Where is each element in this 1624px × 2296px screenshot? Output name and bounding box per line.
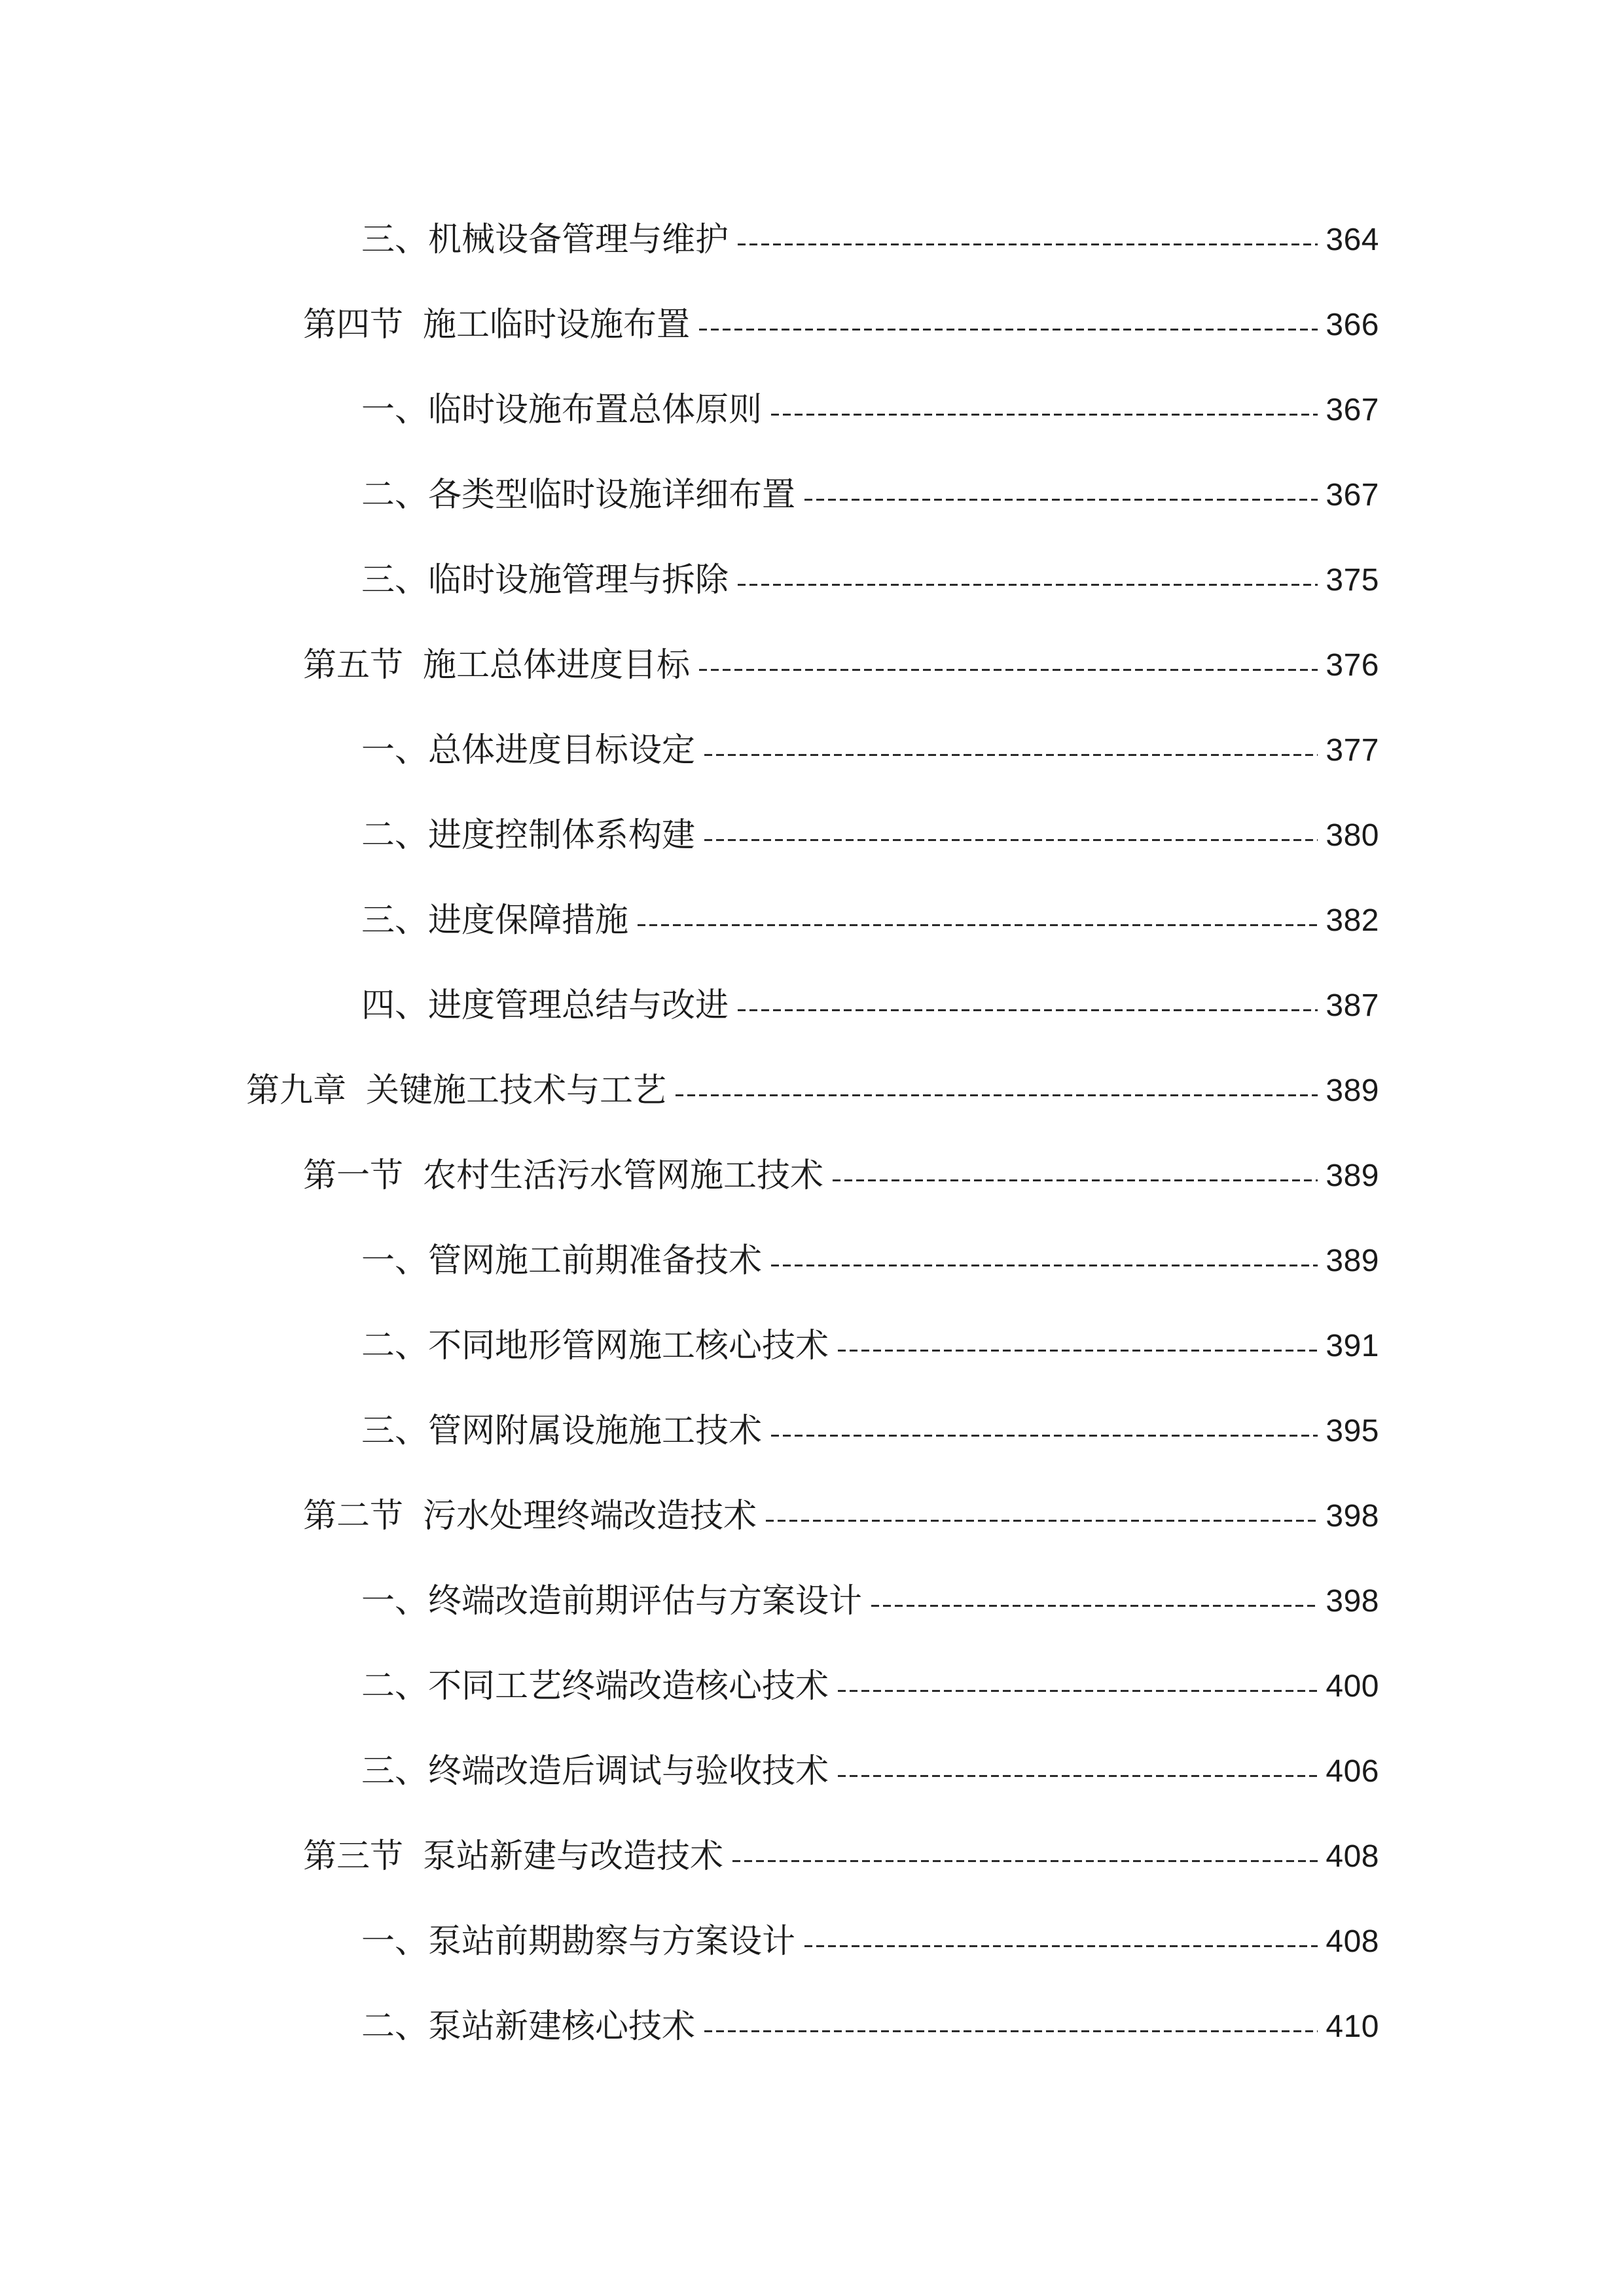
toc-entry[interactable] [361, 1909, 1379, 1975]
toc-entry-number: 一、 [361, 391, 429, 429]
toc-entry-number: 一、 [361, 1242, 429, 1280]
toc-entry[interactable] [361, 973, 1379, 1039]
toc-entry-page: 398 [1326, 1584, 1379, 1619]
dot-leader [804, 1945, 1318, 1947]
toc-entry-number: 四、 [361, 986, 429, 1025]
toc-entry-page: 367 [1326, 393, 1379, 427]
toc-entry-number: 三、 [361, 1752, 429, 1791]
dot-leader [699, 329, 1318, 331]
toc-entry[interactable] [361, 1314, 1379, 1379]
toc-entry-number: 三、 [361, 901, 429, 940]
toc-entry-number: 三、 [361, 1412, 429, 1450]
toc-entry-title: 泵站新建核心技术 [428, 2007, 696, 2046]
toc-entry-page: 389 [1326, 1073, 1379, 1108]
toc-entry-title: 进度保障措施 [428, 901, 629, 940]
toc-entry-title: 管网附属设施施工技术 [428, 1412, 763, 1450]
toc-entry-page: 406 [1326, 1754, 1379, 1789]
toc-entry-page: 376 [1326, 648, 1379, 683]
toc-entry[interactable] [303, 1484, 1379, 1549]
toc-entry-title: 终端改造后调试与验收技术 [428, 1752, 829, 1791]
toc-entry-number: 第四节 [303, 306, 404, 344]
dot-leader [676, 1094, 1318, 1096]
toc-entry-page: 366 [1326, 308, 1379, 342]
toc-entry-number: 一、 [361, 1582, 429, 1621]
toc-entry-number: 第一节 [303, 1157, 404, 1195]
toc-entry-title: 农村生活污水管网施工技术 [423, 1157, 824, 1195]
toc-entry-title: 临时设施管理与拆除 [428, 561, 729, 600]
toc-entry-title: 污水处理终端改造技术 [423, 1497, 757, 1535]
toc-entry[interactable] [303, 633, 1379, 698]
toc-entry-number: 一、 [361, 1922, 429, 1961]
dot-leader [771, 1265, 1318, 1266]
toc-entry[interactable] [361, 1569, 1379, 1634]
toc-entry-title: 管网施工前期准备技术 [428, 1242, 763, 1280]
toc-entry-page: 410 [1326, 2009, 1379, 2044]
toc-entry-title: 不同地形管网施工核心技术 [428, 1327, 829, 1365]
dot-leader [704, 839, 1318, 841]
toc-entry-page: 408 [1326, 1924, 1379, 1959]
toc-entry-title: 各类型临时设施详细布置 [428, 476, 796, 514]
toc-entry-page: 387 [1326, 988, 1379, 1023]
toc-entry-number: 二、 [361, 816, 429, 855]
dot-leader [704, 754, 1318, 756]
toc-entry[interactable] [361, 207, 1379, 273]
toc-entry-title: 施工总体进度目标 [423, 646, 691, 685]
toc-entry[interactable] [361, 718, 1379, 783]
dot-leader [704, 2030, 1318, 2032]
toc-entry-title: 不同工艺终端改造核心技术 [428, 1667, 829, 1706]
dot-leader [638, 924, 1318, 926]
toc-entry-title: 进度管理总结与改进 [428, 986, 729, 1025]
toc-entry-page: 389 [1326, 1158, 1379, 1193]
dot-leader [838, 1350, 1318, 1352]
toc-entry-page: 382 [1326, 903, 1379, 938]
dot-leader [838, 1775, 1318, 1777]
toc-entry-title: 机械设备管理与维护 [428, 221, 729, 259]
toc-entry-title: 终端改造前期评估与方案设计 [428, 1582, 863, 1621]
toc-entry-number: 第九章 [246, 1071, 347, 1110]
toc-entry[interactable] [361, 803, 1379, 869]
toc-entry-title: 临时设施布置总体原则 [428, 391, 763, 429]
toc-entry-page: 375 [1326, 563, 1379, 598]
toc-entry-page: 389 [1326, 1244, 1379, 1278]
toc-entry[interactable] [303, 1824, 1379, 1890]
dot-leader [838, 1690, 1318, 1692]
toc-entry-page: 364 [1326, 223, 1379, 257]
toc-entry[interactable] [361, 463, 1379, 528]
toc-entry-number: 第二节 [303, 1497, 404, 1535]
toc-entry-number: 二、 [361, 476, 429, 514]
toc-entry[interactable] [361, 1229, 1379, 1294]
toc-entry-number: 二、 [361, 1667, 429, 1706]
dot-leader [804, 499, 1318, 501]
toc-entry-page: 380 [1326, 818, 1379, 853]
toc-entry-title: 泵站前期勘察与方案设计 [428, 1922, 796, 1961]
toc-entry-number: 一、 [361, 731, 429, 770]
toc-entry-number: 三、 [361, 561, 429, 600]
dot-leader [771, 1435, 1318, 1437]
toc-entry-number: 第三节 [303, 1837, 404, 1876]
dot-leader [771, 414, 1318, 416]
toc-entry-title: 进度控制体系构建 [428, 816, 696, 855]
dot-leader [738, 1009, 1318, 1011]
toc-entry[interactable] [361, 378, 1379, 443]
toc-entry-number: 第五节 [303, 646, 404, 685]
dot-leader [738, 243, 1318, 245]
dot-leader [738, 584, 1318, 586]
toc-entry[interactable] [361, 1739, 1379, 1804]
dot-leader [732, 1860, 1318, 1862]
toc-entry[interactable] [361, 548, 1379, 613]
dot-leader [833, 1179, 1318, 1181]
toc-entry[interactable] [361, 1994, 1379, 2060]
toc-entry-title: 施工临时设施布置 [423, 306, 691, 344]
toc-entry-page: 408 [1326, 1839, 1379, 1874]
toc-entry[interactable] [303, 293, 1379, 358]
toc-entry-page: 391 [1326, 1329, 1379, 1363]
toc-entry[interactable] [361, 1399, 1379, 1464]
toc-entry-page: 395 [1326, 1414, 1379, 1448]
toc-entry-page: 398 [1326, 1499, 1379, 1534]
toc-entry-number: 三、 [361, 221, 429, 259]
toc-entry-title: 关键施工技术与工艺 [366, 1071, 667, 1110]
toc-entry-number: 二、 [361, 2007, 429, 2046]
toc-entry-number: 二、 [361, 1327, 429, 1365]
toc-entry-title: 泵站新建与改造技术 [423, 1837, 724, 1876]
toc-entry-page: 367 [1326, 478, 1379, 512]
dot-leader [871, 1605, 1318, 1607]
toc-entry[interactable] [303, 1143, 1379, 1209]
toc-entry-page: 377 [1326, 733, 1379, 768]
toc-entry[interactable] [246, 1058, 1379, 1124]
dot-leader [699, 669, 1318, 671]
dot-leader [766, 1520, 1318, 1522]
toc-entry-page: 400 [1326, 1669, 1379, 1704]
toc-entry-title: 总体进度目标设定 [428, 731, 696, 770]
toc-entry[interactable] [361, 1654, 1379, 1719]
toc-entry[interactable] [361, 888, 1379, 954]
